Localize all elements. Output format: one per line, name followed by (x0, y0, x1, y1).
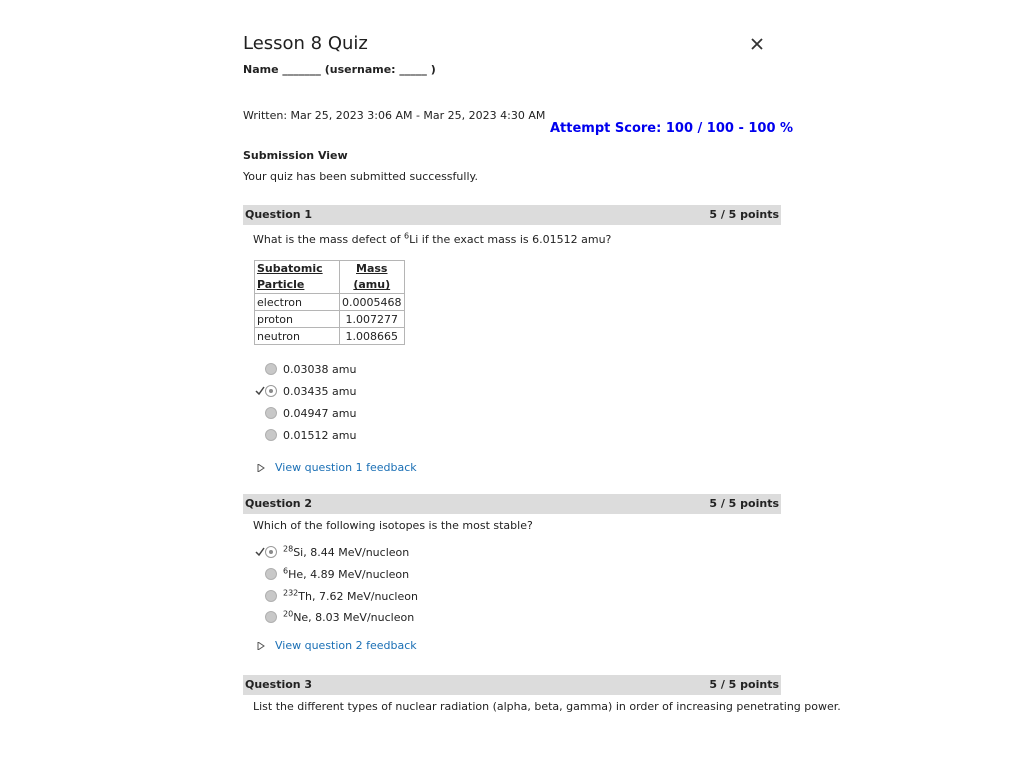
question-title: Question 2 (245, 497, 313, 510)
feedback-link-text[interactable]: View question 1 feedback (275, 461, 417, 474)
question-2-header (243, 494, 781, 514)
table-row (255, 294, 405, 311)
q2-option-1[interactable] (243, 545, 463, 561)
option-label: $^{20}$Ne, 8.03 MeV/nucleon (283, 609, 415, 624)
radio-button[interactable] (265, 385, 277, 397)
table-cell: electron (255, 294, 340, 311)
q1-option-2[interactable] (243, 384, 443, 400)
radio-button[interactable] (265, 363, 277, 375)
table-cell: neutron (255, 328, 340, 345)
written-timestamp: Written: Mar 25, 2023 3:06 AM - Mar 25, 2023 4:30 AM (243, 109, 546, 122)
table-row (255, 311, 405, 328)
table-header: Mass (amu) (340, 261, 405, 294)
submission-view-heading: Submission View (243, 149, 348, 162)
isotope-superscript: 6 (404, 231, 410, 241)
question-3-text: List the different types of nuclear radiation (alpha, beta, gamma) in order of increasing penetrating power. (253, 700, 841, 713)
table-cell: proton (255, 311, 340, 328)
table-cell: 1.007277 (340, 311, 405, 328)
view-question-2-feedback[interactable] (257, 639, 437, 653)
q1-option-3[interactable] (243, 406, 443, 422)
attempt-score: Attempt Score: 100 / 100 - 100 % (550, 121, 794, 136)
table-row (255, 328, 405, 345)
radio-button[interactable] (265, 611, 277, 623)
table-cell: 1.008665 (340, 328, 405, 345)
check-icon (255, 386, 265, 396)
radio-button[interactable] (265, 590, 277, 602)
question-1-header (243, 205, 781, 225)
view-question-1-feedback[interactable] (257, 461, 437, 475)
q1-option-1[interactable] (243, 362, 443, 378)
radio-button[interactable] (265, 568, 277, 580)
question-title: Question 1 (245, 208, 313, 221)
close-icon[interactable] (749, 36, 765, 52)
option-label: 0.03038 amu (283, 363, 357, 376)
option-label: $^6$He, 4.89 MeV/nucleon (283, 566, 410, 581)
question-title: Question 3 (245, 678, 313, 691)
option-label: 0.04947 amu (283, 407, 357, 420)
question-2-text: Which of the following isotopes is the most stable? (253, 519, 533, 532)
particle-mass-table (254, 260, 405, 345)
option-label: $^{28}$Si, 8.44 MeV/nucleon (283, 544, 410, 559)
radio-button[interactable] (265, 407, 277, 419)
feedback-link-text[interactable]: View question 2 feedback (275, 639, 417, 652)
triangle-right-icon (257, 642, 265, 650)
question-points: 5 / 5 points (709, 208, 779, 221)
radio-button[interactable] (265, 429, 277, 441)
question-points: 5 / 5 points (709, 497, 779, 510)
table-header: Subatomic Particle (255, 261, 340, 294)
name-username-line: Name _______ (username: _____ ) (243, 63, 436, 76)
submitted-message: Your quiz has been submitted successfully. (243, 170, 478, 183)
option-label: 0.03435 amu (283, 385, 357, 398)
radio-button[interactable] (265, 546, 277, 558)
option-label: $^{232}$Th, 7.62 MeV/nucleon (283, 588, 418, 603)
q1-option-4[interactable] (243, 428, 443, 444)
q2-option-4[interactable] (243, 610, 463, 626)
page-title: Lesson 8 Quiz (243, 33, 368, 54)
triangle-right-icon (257, 464, 265, 472)
option-label: 0.01512 amu (283, 429, 357, 442)
question-1-text: What is the mass defect of $^6$Li if the exact mass is 6.01512 amu? (253, 231, 612, 246)
question-points: 5 / 5 points (709, 678, 779, 691)
check-icon (255, 547, 265, 557)
q2-option-3[interactable] (243, 589, 463, 605)
q2-option-2[interactable] (243, 567, 463, 583)
question-3-header (243, 675, 781, 695)
table-cell: 0.0005468 (340, 294, 405, 311)
